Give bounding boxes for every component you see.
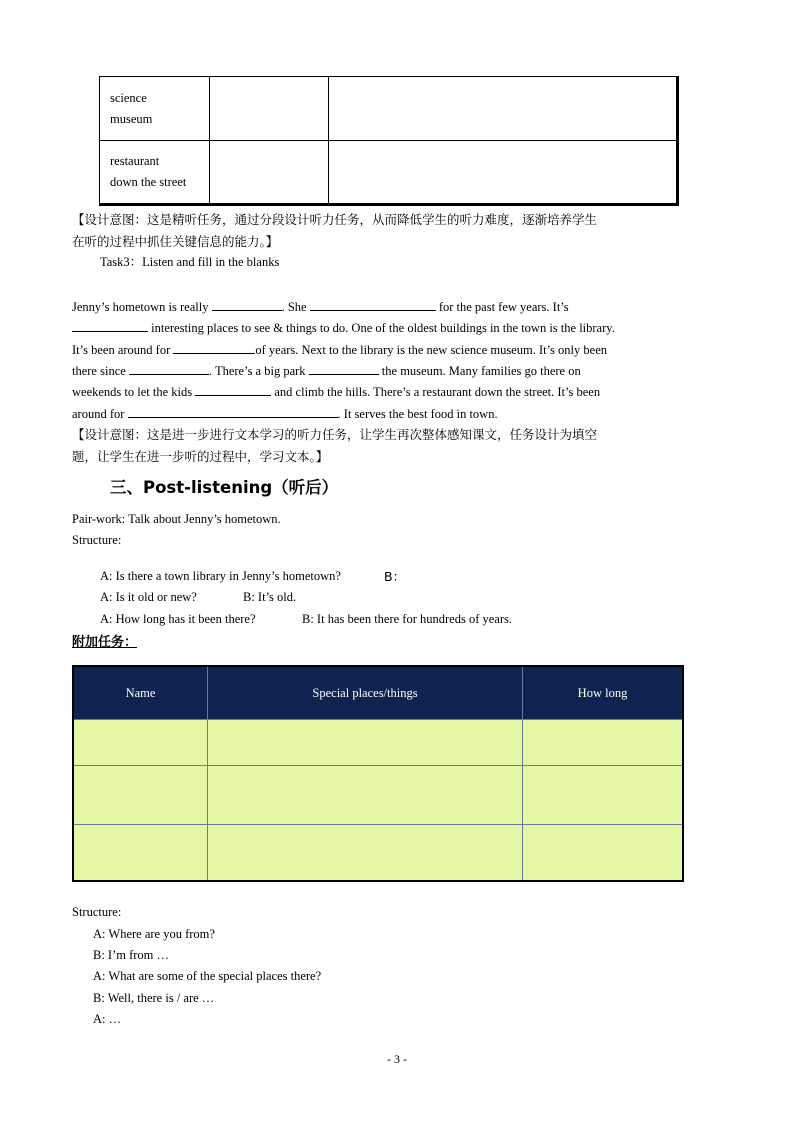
text: interesting places to see & things to do. One of the oldest buildings in the town is the library. [148,321,615,335]
empty-cell [329,77,678,141]
place-text: down the street [110,175,187,189]
blank[interactable] [128,403,338,418]
text: there since [72,364,129,378]
pairwork-title: Pair-work: Talk about Jenny’s hometown. [72,512,281,526]
text: of years. Next to the library is the new science museum. It’s only been [255,343,607,357]
dialogue-line: B： [384,569,406,584]
design-note: 【设计意图：这是精听任务，通过分段设计听力任务，从而降低学生的听力难度，逐渐培养学生 [72,212,598,227]
blank[interactable] [212,296,282,311]
dialogue-line: A: … [93,1012,122,1026]
fill-paragraph-line [72,339,607,361]
blank[interactable] [309,360,379,375]
text: . She [281,300,310,314]
text: and climb the hills. There’s a restaurant down the street. It’s been [271,385,601,399]
empty-cell [210,77,329,141]
table-header-row [73,666,683,720]
place-cell [100,77,210,141]
table-cell[interactable] [73,766,208,825]
text: around for [72,407,128,421]
dialogue-line: B: I’m from … [93,948,170,962]
column-header: Special places/things [208,666,523,720]
place-text: museum [110,111,153,126]
table-row [100,141,678,205]
blank[interactable] [173,339,255,354]
fill-paragraph-line [72,381,600,403]
place-cell [100,141,210,205]
fill-paragraph-line [72,403,498,425]
extra-task-label: 附加任务： [72,635,138,650]
dialogue-line: B: It has been there for hundreds of years. [302,612,512,626]
table-cell[interactable] [73,720,208,766]
dialogue-line: B: It’s old. [243,590,297,604]
blank[interactable] [310,296,436,311]
dialogue-line: A: Is there a town library in Jenny’s hometown? [100,569,341,583]
table-cell[interactable] [73,825,208,881]
blank[interactable] [129,360,209,375]
survey-table [72,665,684,882]
dialogue-line: B: Well, there is / are … [93,991,215,1005]
section-heading: 三、Post-listening（听后） [110,478,339,497]
dialogue-line: A: What are some of the special places there? [93,969,322,983]
table-row [73,766,683,825]
place-text: science [110,90,147,105]
structure-label: Structure: [72,533,122,547]
column-header: Name [73,666,208,720]
table-cell[interactable] [523,825,684,881]
fill-paragraph-line [72,296,569,318]
blank[interactable] [195,381,271,396]
page-number: - 3 - [387,1052,407,1066]
fill-paragraph-line [72,317,615,339]
table-cell[interactable] [208,766,523,825]
fill-paragraph-line [72,360,581,382]
table-cell[interactable] [208,825,523,881]
table-row [73,720,683,766]
text: . There’s a big park [208,364,309,378]
text: It’s been around for [72,343,174,357]
table-cell[interactable] [208,720,523,766]
text: for the past few years. It’s [435,300,569,314]
table-cell[interactable] [523,720,684,766]
text: weekends to let the kids [72,385,196,399]
text: the museum. Many families go there on [378,364,581,378]
text: . It serves the best food in town. [337,407,498,421]
dialogue-line: A: Where are you from? [93,927,215,941]
dialogue-line: A: Is it old or new? [100,590,197,604]
design-note: 【设计意图：这是进一步进行文本学习的听力任务，让学生再次整体感知课文，任务设计为填空 [72,427,598,442]
text: Jenny’s hometown is really [72,300,212,314]
structure-label: Structure: [72,905,122,919]
empty-cell [210,141,329,205]
design-note: 在听的过程中抓住关键信息的能力。】 [72,234,279,249]
blank[interactable] [72,317,148,332]
dialogue-line: A: How long has it been there? [100,612,256,626]
design-note: 题，让学生在进一步听的过程中，学习文本。】 [72,449,329,464]
table-row [73,825,683,881]
place-text: restaurant [110,154,160,168]
empty-cell [329,141,678,205]
task-title: Task3：Listen and fill in the blanks [100,255,280,269]
places-table [99,76,679,206]
column-header: How long [523,666,684,720]
table-row [100,77,678,141]
table-cell[interactable] [523,766,684,825]
